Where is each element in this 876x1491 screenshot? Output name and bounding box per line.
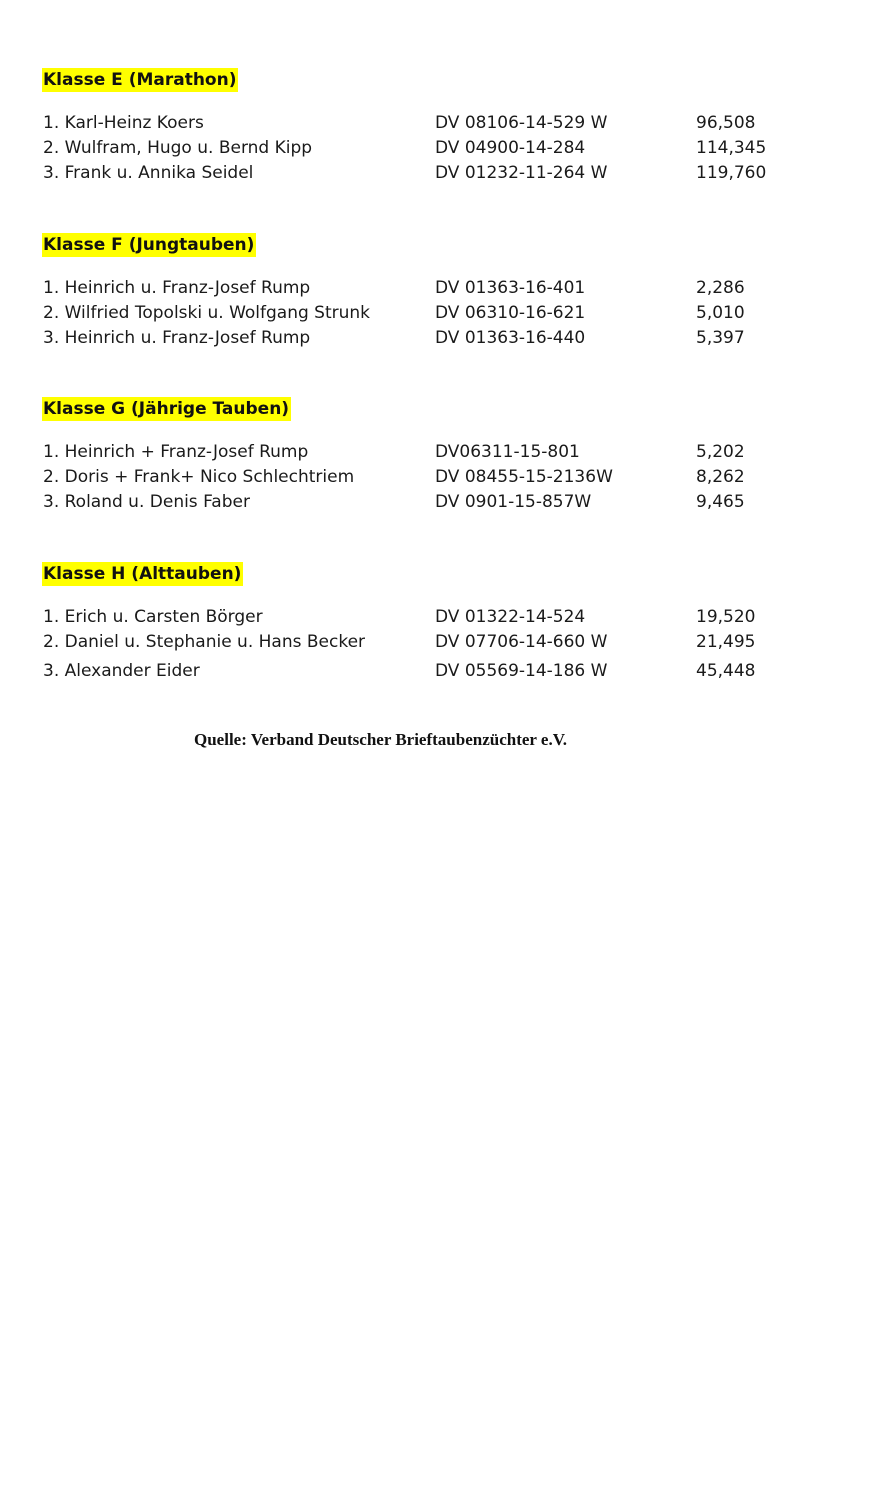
result-value: 5,397 xyxy=(696,328,745,348)
ring-number: DV 01232-11-264 W xyxy=(435,163,608,183)
result-value: 96,508 xyxy=(696,113,756,133)
result-row xyxy=(42,490,842,515)
section-klasse-e xyxy=(42,68,842,186)
section-klasse-f xyxy=(42,233,842,351)
results-list xyxy=(42,276,842,351)
fancier-name: 2. Wulfram, Hugo u. Bernd Kipp xyxy=(43,138,313,158)
result-value: 2,286 xyxy=(696,278,745,298)
fancier-name: 1. Heinrich + Franz-Josef Rump xyxy=(43,442,309,462)
result-value: 19,520 xyxy=(696,607,756,627)
ring-number: DV06311-15-801 xyxy=(435,442,580,462)
result-row xyxy=(42,605,842,630)
fancier-name: 3. Alexander Eider xyxy=(43,661,200,681)
fancier-name: 3. Roland u. Denis Faber xyxy=(43,492,250,512)
fancier-name: 3. Frank u. Annika Seidel xyxy=(43,163,254,183)
fancier-name: 2. Daniel u. Stephanie u. Hans Becker xyxy=(43,632,366,652)
ring-number: DV 07706-14-660 W xyxy=(435,632,608,652)
result-row xyxy=(42,465,842,490)
section-heading: Klasse E (Marathon) xyxy=(43,70,237,90)
result-value: 9,465 xyxy=(696,492,745,512)
results-list xyxy=(42,440,842,515)
fancier-name: 1. Erich u. Carsten Börger xyxy=(43,607,263,627)
ring-number: DV 05569-14-186 W xyxy=(435,661,608,681)
section-heading: Klasse H (Alttauben) xyxy=(43,564,242,584)
result-row xyxy=(42,111,842,136)
result-value: 5,202 xyxy=(696,442,745,462)
ring-number: DV 08106-14-529 W xyxy=(435,113,608,133)
ring-number: DV 04900-14-284 xyxy=(435,138,586,158)
ring-number: DV 0901-15-857W xyxy=(435,492,592,512)
ring-number: DV 01363-16-440 xyxy=(435,328,586,348)
section-heading: Klasse F (Jungtauben) xyxy=(43,235,255,255)
fancier-name: 1. Heinrich u. Franz-Josef Rump xyxy=(43,278,311,298)
result-row xyxy=(42,161,842,186)
fancier-name: 2. Doris + Frank+ Nico Schlechtriem xyxy=(43,467,355,487)
result-row xyxy=(42,630,842,655)
result-value: 45,448 xyxy=(696,661,756,681)
ring-number: DV 08455-15-2136W xyxy=(435,467,613,487)
ring-number: DV 06310-16-621 xyxy=(435,303,586,323)
section-heading: Klasse G (Jährige Tauben) xyxy=(43,399,290,419)
section-klasse-h xyxy=(42,562,842,684)
result-row xyxy=(42,301,842,326)
ring-number: DV 01322-14-524 xyxy=(435,607,586,627)
result-row xyxy=(42,276,842,301)
results-list xyxy=(42,605,842,684)
result-value: 119,760 xyxy=(696,163,767,183)
result-row xyxy=(42,655,842,684)
result-value: 5,010 xyxy=(696,303,745,323)
ring-number: DV 01363-16-401 xyxy=(435,278,586,298)
result-row xyxy=(42,136,842,161)
section-klasse-g xyxy=(42,397,842,515)
result-value: 114,345 xyxy=(696,138,767,158)
result-value: 8,262 xyxy=(696,467,745,487)
results-list xyxy=(42,111,842,186)
result-value: 21,495 xyxy=(696,632,756,652)
result-row xyxy=(42,326,842,351)
fancier-name: 1. Karl-Heinz Koers xyxy=(43,113,204,133)
fancier-name: 3. Heinrich u. Franz-Josef Rump xyxy=(43,328,311,348)
result-row xyxy=(42,440,842,465)
source-note: Quelle: Verband Deutscher Brieftaubenzüchter e.V. xyxy=(194,730,568,749)
fancier-name: 2. Wilfried Topolski u. Wolfgang Strunk xyxy=(43,303,371,323)
